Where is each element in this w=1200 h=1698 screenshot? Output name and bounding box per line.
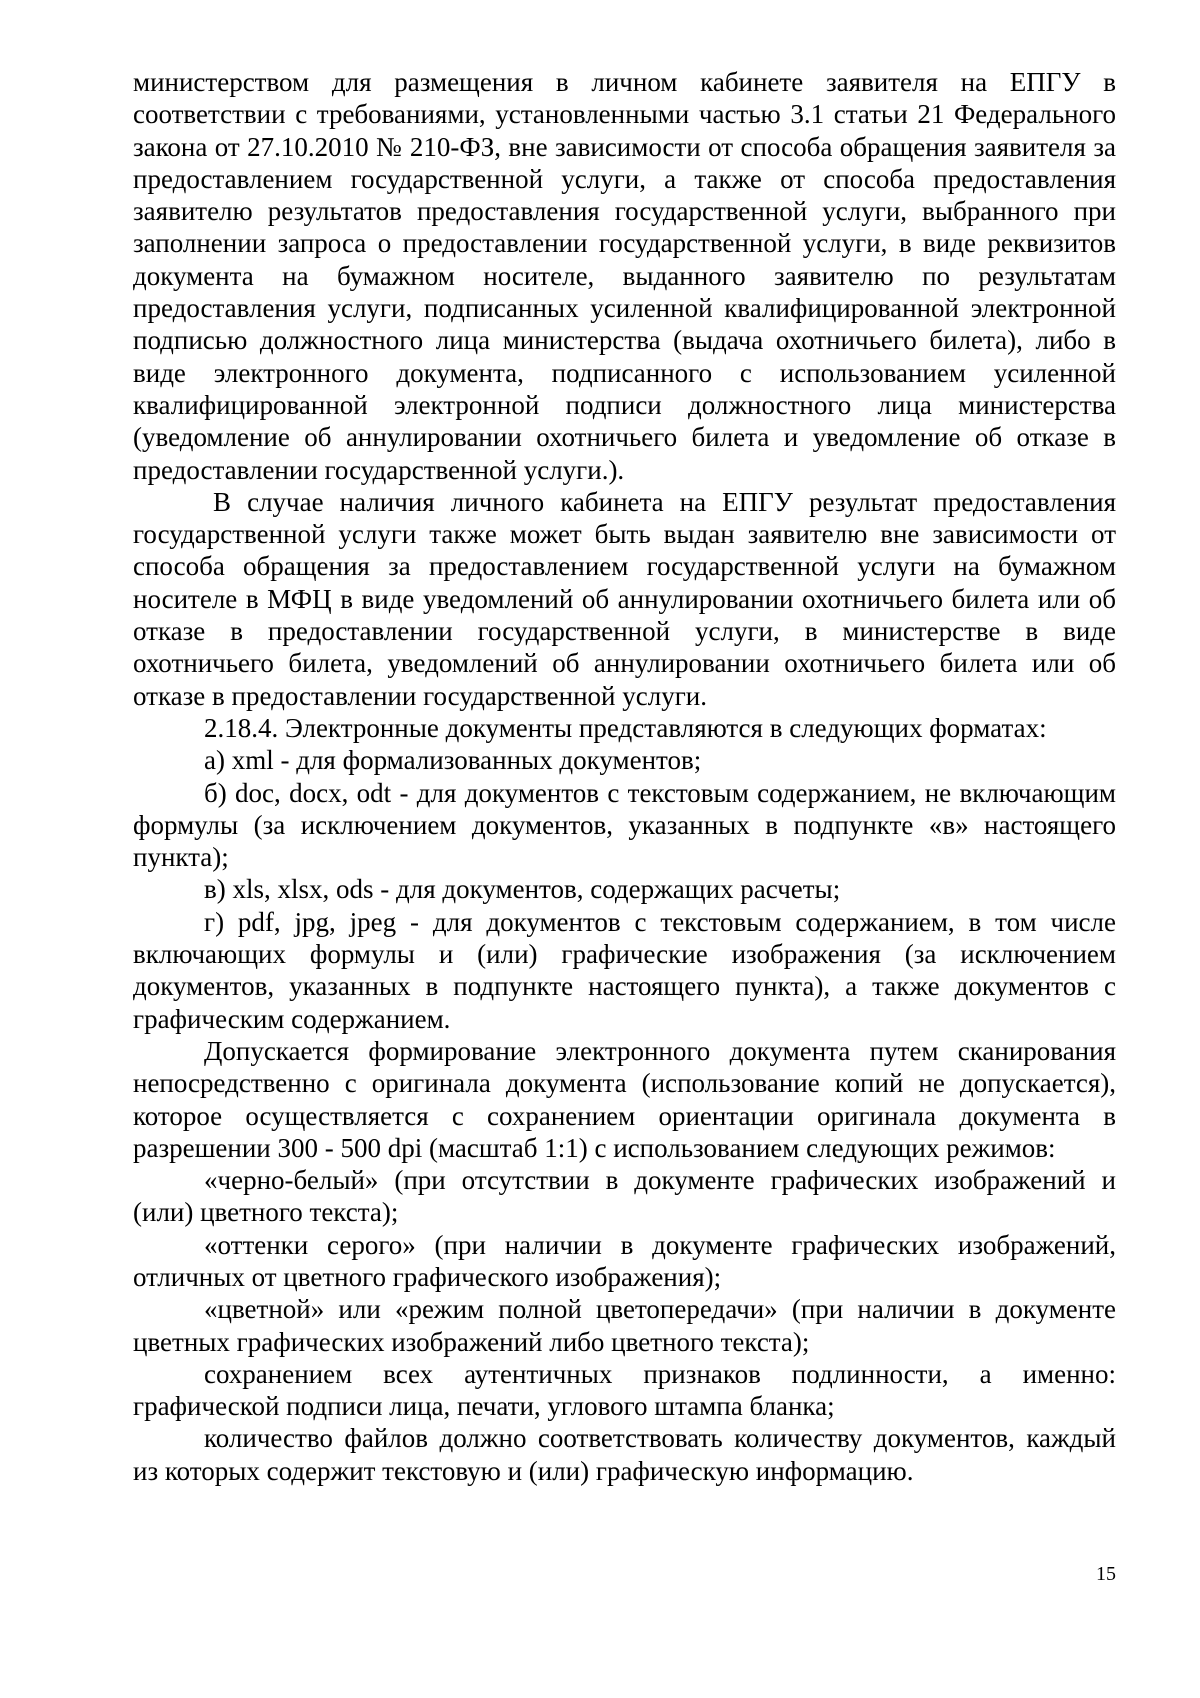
paragraph-2-18-4-heading: 2.18.4. Электронные документы представляются в следующих форматах: xyxy=(204,712,1047,743)
mode-grayscale: «оттенки серого» (при наличии в документе графических изображений, отличных от цветного графического изображения); xyxy=(133,1229,1116,1292)
page-number: 15 xyxy=(1096,1563,1116,1585)
paragraph-authenticity: сохранением всех аутентичных признаков подлинности, а именно: графической подписи лица, печати, углового штампа бланка; xyxy=(133,1358,1116,1422)
list-item-b-doc: б) doc, docx, odt - для документов с текстовым содержанием, не включающим формулы (за исключением документов, указанных в подпункте «в» настоящего пункта); xyxy=(133,777,1116,873)
document-page xyxy=(133,66,1116,1487)
list-item-g-pdf: г) pdf, jpg, jpeg - для документов с текстовым содержанием, в том числе включающих формулы и (или) графические изображения (за исключением документов, указанных в подпункте настоящего пункта), а также документов с графическим содержанием. xyxy=(133,906,1116,1034)
mode-black-white: «черно-белый» (при отсутствии в документе графических изображений и (или) цветного текста); xyxy=(133,1165,1116,1228)
paragraph-personal-cabinet-result: В случае наличия личного кабинета на ЕПГУ результат предоставления государственной услуги также может быть выдан заявителю вне зависимости от способа обращения за предоставлением государственной услуги на бумажном носителе в МФЦ в виде уведомлений об аннулировании охотничьего билета или об отказе в предоставлении государственной услуги, в министерстве в виде охотничьего билета, уведомлений об аннулировании охотничьего билета или об отказе в предоставлении государственной услуги. xyxy=(133,486,1116,711)
list-item-v-xls: в) xls, xlsx, ods - для документов, содержащих расчеты; xyxy=(204,874,841,905)
list-item-a-xml: а) xml - для формализованных документов; xyxy=(204,745,702,776)
mode-color: «цветной» или «режим полной цветопередачи» (при наличии в документе цветных графических изображений либо цветного текста); xyxy=(133,1294,1116,1357)
paragraph-continuation: министерством для размещения в личном кабинете заявителя на ЕПГУ в соответствии с требованиями, установленными частью 3.1 статьи 21 Федерального закона от 27.10.2010 № 210-ФЗ, вне зависимости от способа обращения заявителя за предоставлением государственной услуги, а также от способа предоставления заявителю результатов предоставления государственной услуги, выбранного при заполнении запроса о предоставлении государственной услуги, в виде реквизитов документа на бумажном носителе, выданного заявителю по результатам предоставления услуги, подписанных усиленной квалифицированной электронной подписью должностного лица министерства (выдача охотничьего билета), либо в виде электронного документа, подписанного с использованием усиленной квалифицированной электронной подписи должностного лица министерства (уведомление об аннулировании охотничьего билета и уведомление об отказе в предоставлении государственной услуги.). xyxy=(133,67,1116,485)
paragraph-scanning: Допускается формирование электронного документа путем сканирования непосредственно с оригинала документа (использование копий не допускается), которое осуществляется с сохранением ориентации оригинала документа в разрешении 300 - 500 dpi (масштаб 1:1) с использованием следующих режимов: xyxy=(133,1035,1116,1163)
paragraph-file-count: количество файлов должно соответствовать количеству документов, каждый из которых содержит текстовую и (или) графическую информацию. xyxy=(133,1423,1116,1486)
